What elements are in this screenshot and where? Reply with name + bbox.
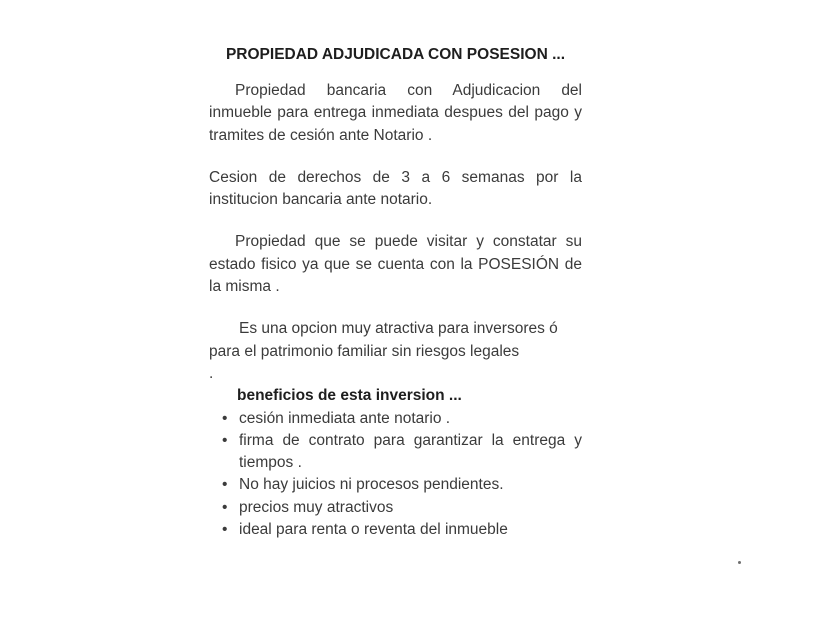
list-item-text: ideal para renta o reventa del inmueble: [239, 521, 508, 539]
paragraph-cession-timeline: Cesion de derechos de 3 a 6 semanas por la institucion bancaria ante notario.: [209, 168, 582, 209]
orphan-period-line: .: [209, 364, 214, 382]
text-block: [209, 44, 582, 541]
bullet-icon: •: [222, 521, 228, 539]
paragraph-adjudication: Propiedad bancaria con Adjudicacion del inmueble para entrega inmediata despues del pago y tramites de cesión ante Notario .: [209, 82, 582, 144]
list-item-text: firma de contrato para garantizar la entrega y tiempos .: [239, 431, 582, 472]
paragraph-visit-possession: Propiedad que se puede visitar y constatar su estado fisico ya que se cuenta con la POSESIÓN de la misma .: [209, 233, 582, 296]
list-item-no-lawsuits: [209, 474, 582, 496]
list-item-text: precios muy atractivos: [239, 498, 394, 516]
list-item-cession: [209, 408, 582, 430]
paragraph-investment-option: Es una opcion muy atractiva para inversores ó para el patrimonio familiar sin riesgos legales: [209, 320, 558, 360]
bullet-icon: •: [222, 409, 228, 427]
benefits-list: [209, 408, 582, 542]
list-item-contract: [209, 430, 582, 475]
stray-dot-mark: [738, 561, 741, 564]
bullet-icon: •: [222, 476, 228, 494]
benefits-heading: beneficios de esta inversion ...: [237, 387, 462, 405]
list-item-rent-resale: [209, 519, 582, 541]
list-item-prices: [209, 497, 582, 519]
list-item-text: No hay juicios ni procesos pendientes.: [239, 476, 504, 494]
list-item-text: cesión inmediata ante notario .: [239, 409, 451, 427]
bullet-icon: •: [222, 431, 228, 449]
document-title: PROPIEDAD ADJUDICADA CON POSESION ...: [225, 46, 566, 63]
bullet-icon: •: [222, 498, 228, 516]
